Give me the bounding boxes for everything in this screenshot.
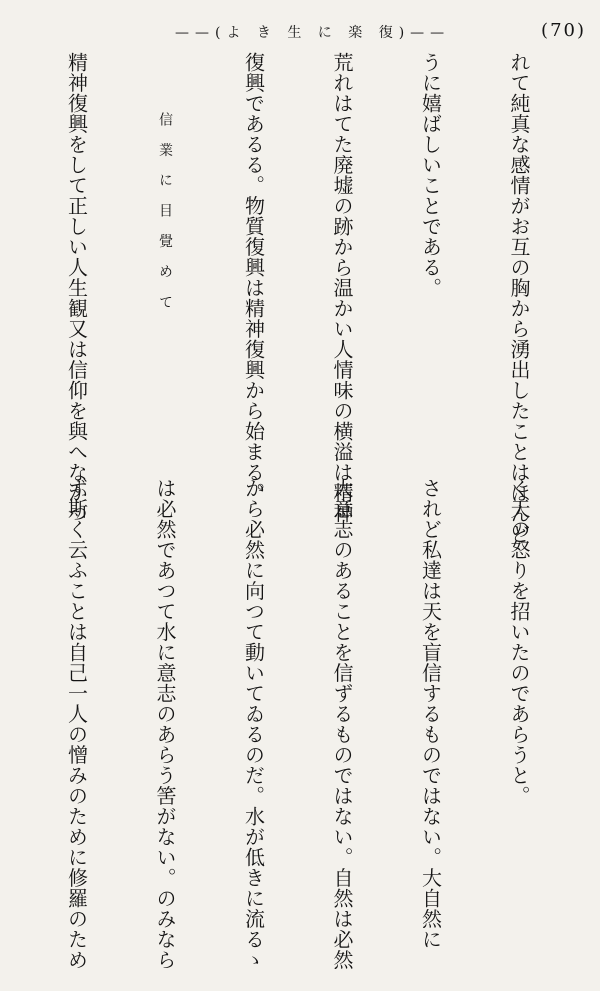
page-number: (70)	[541, 20, 586, 41]
top-half-text	[0, 52, 592, 544]
text-line: く天の怒りを招いたのであらうと。	[507, 478, 531, 806]
subheading-line	[150, 52, 180, 470]
text-line: されど私達は天を盲信するものではない。大自然に	[418, 478, 443, 950]
section-subheading: 信 業 に 目 覺 め て	[157, 112, 173, 315]
text-line: 大意志のあることを信ずるものではない。自然は必然	[330, 478, 354, 970]
top-half	[22, 52, 592, 544]
text-line: 荒れはてた廃墟の跡から温かい人情味の横溢は精神	[330, 52, 354, 524]
running-title: ——(よ き 生 に 楽 復)——	[175, 25, 451, 41]
text-line: 復興であるる。物質復興は精神復興から始まる。	[241, 52, 266, 503]
text-line	[0, 52, 2, 470]
text-line	[0, 478, 2, 926]
text-line: れて純真な感情がお互の胸から湧出したことはほんど	[507, 52, 531, 544]
text-line: から必然に向つて動いてゐるのだ。水が低きに流るゝ	[241, 478, 266, 970]
text-line: 精神復興をして正しい人生観又は信仰を與へなかつ	[64, 52, 89, 524]
text-line: うに嬉ばしいことである。	[418, 52, 443, 298]
page-header	[0, 14, 600, 50]
bottom-half-text	[0, 478, 592, 970]
text-line: ず斯く云ふことは自己一人の憎みのために修羅のため	[64, 478, 89, 970]
section-divider	[22, 473, 592, 474]
bottom-half	[22, 478, 592, 970]
text-line: は必然であつて水に意志のあらう筈がない。のみなら	[153, 478, 177, 970]
